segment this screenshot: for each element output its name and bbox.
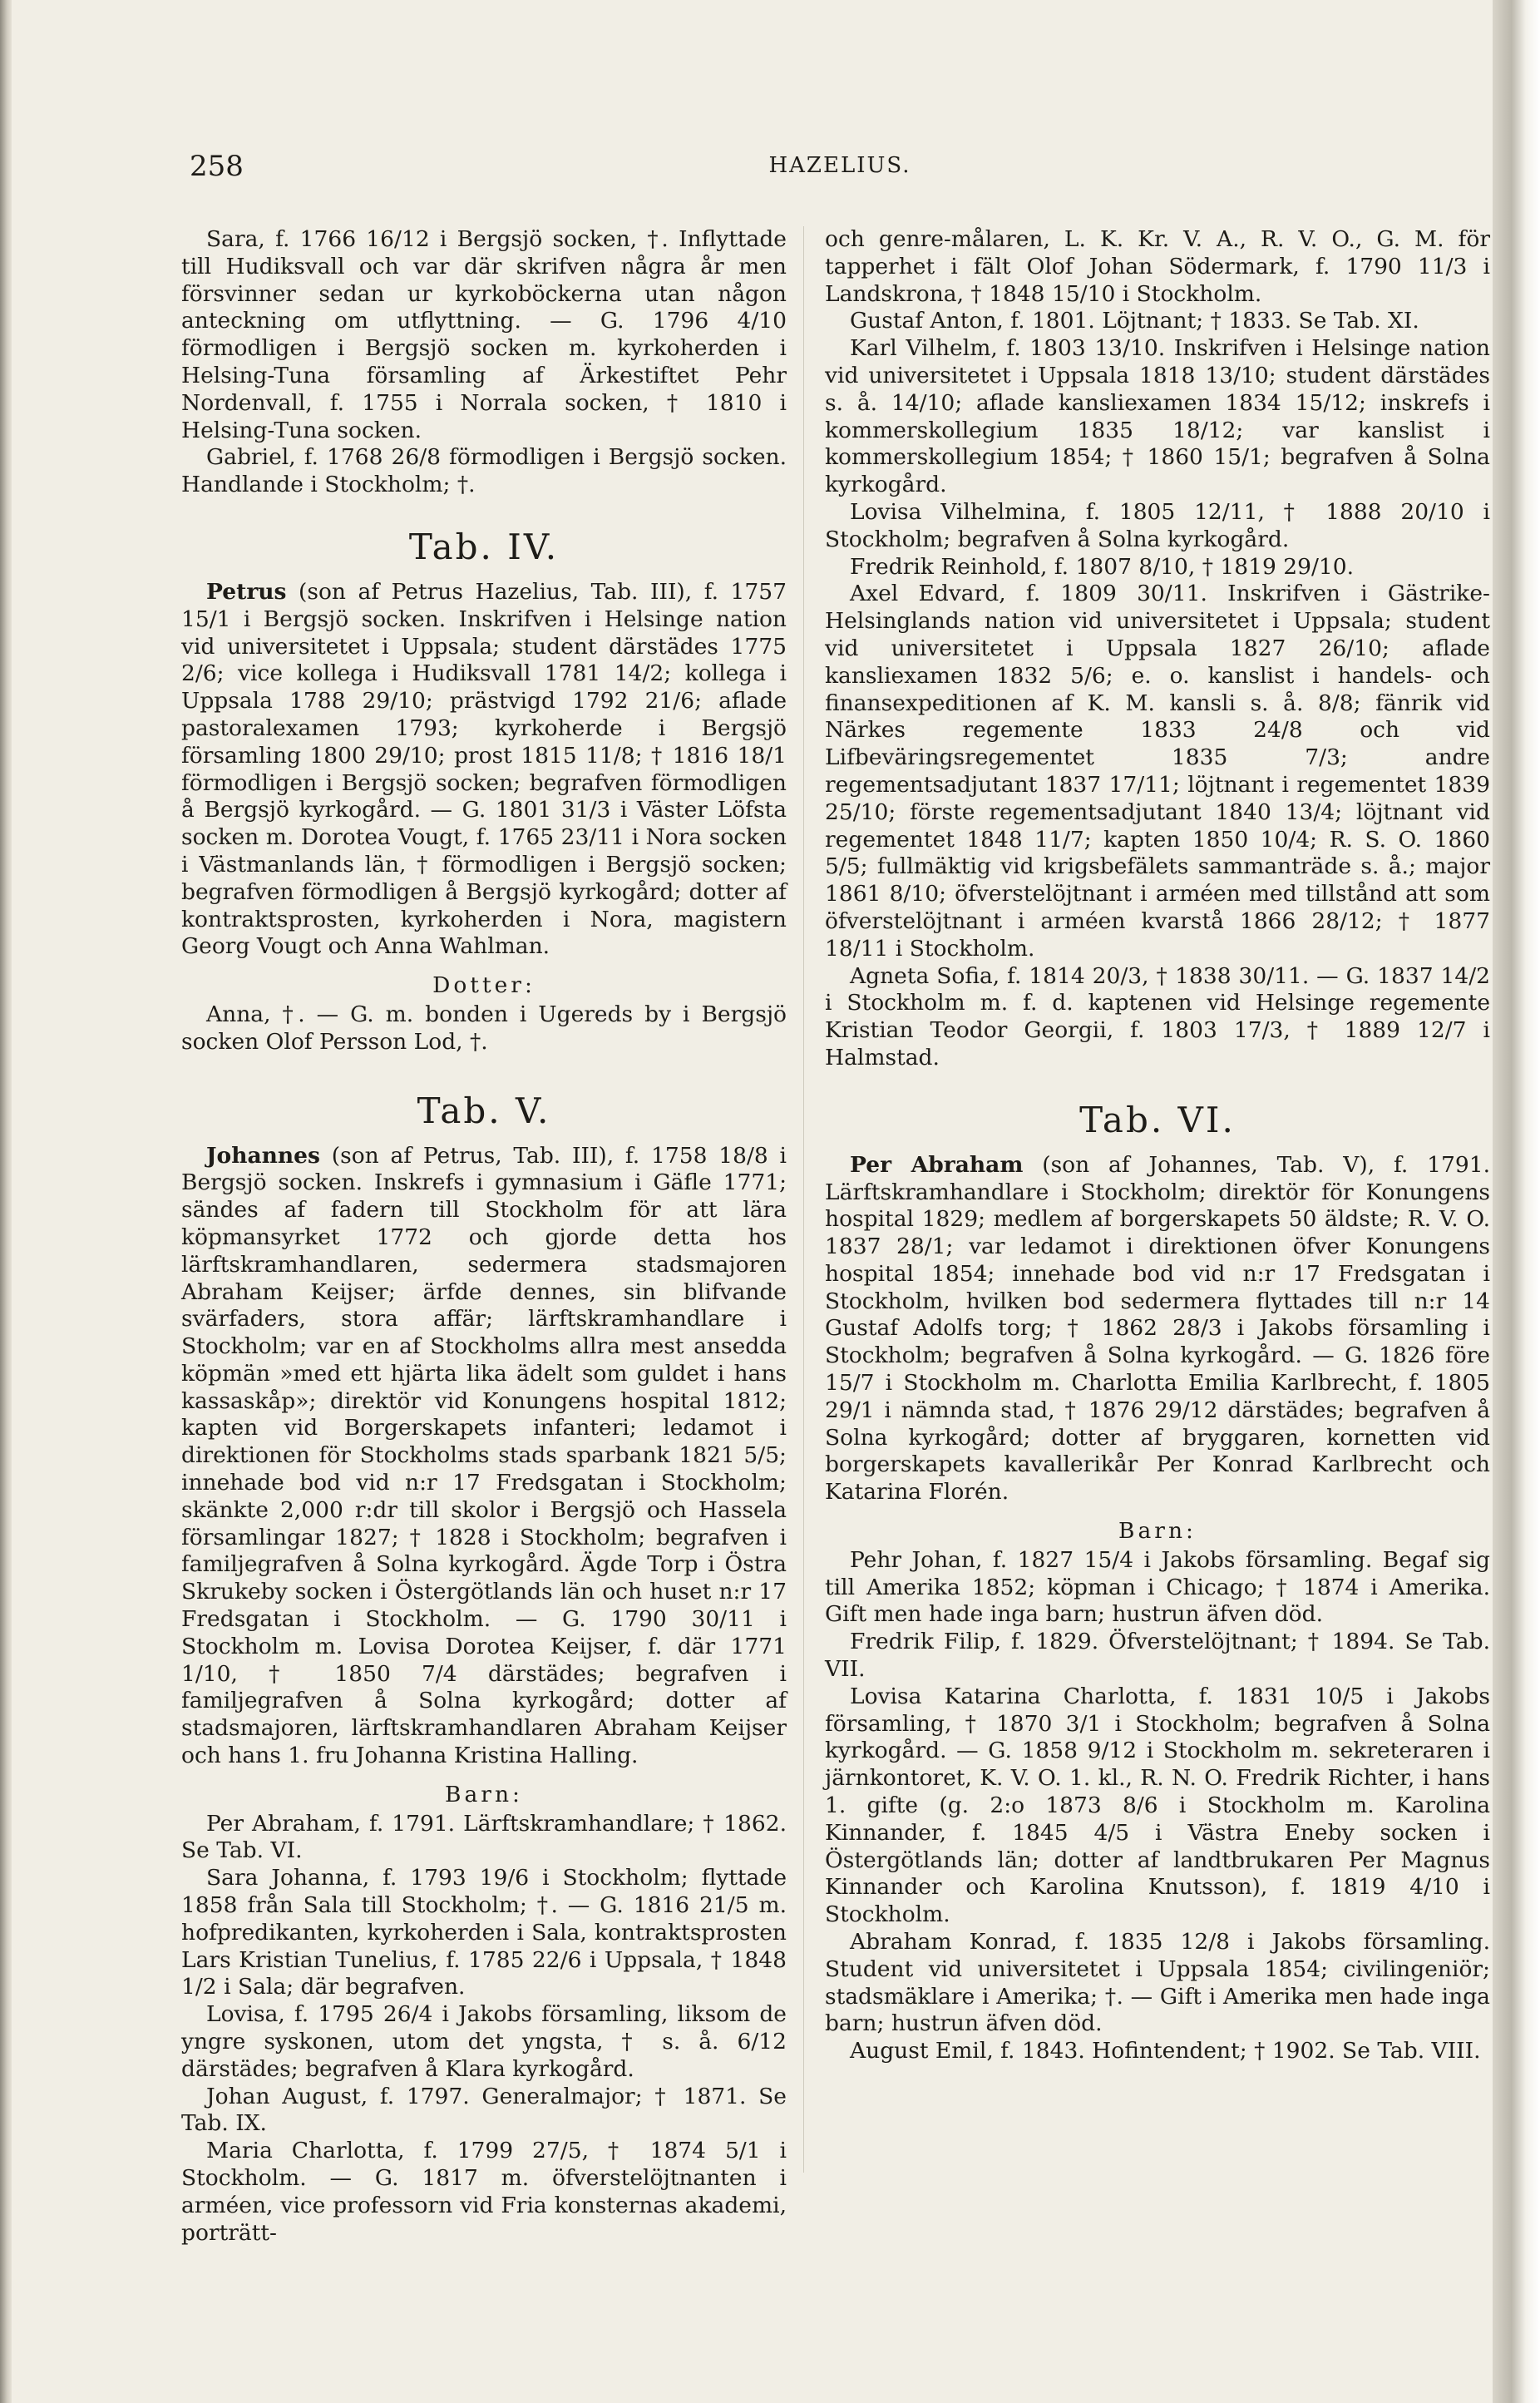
paragraph: Gabriel, f. 1768 26/8 förmodligen i Bergsjö socken. Handlande i Stockholm; †. bbox=[181, 444, 787, 498]
table-heading: Tab. VI. bbox=[1079, 1099, 1236, 1140]
paragraph: Fredrik Filip, f. 1829. Öfverstelöjtnant; † 1894. Se Tab. VII. bbox=[825, 1629, 1490, 1683]
paragraph: och genre-målaren, L. K. Kr. V. A., R. V. O., G. M. för tapperhet i fält Olof Johan Södermark, f. 1790 11/3 i Landskrona, † 1848 15/10 i Stockholm. bbox=[825, 226, 1490, 307]
entry-text: (son af Johannes, Tab. V), f. 1791. Lärftskramhandlare i Stockholm; direktör för Konungens hospital 1829; medlem af borgerskapets 50 äldste; R. V. O. 1837 28/1; var ledamot i direktionen öfver Konungens hospital 1854; innehade bod vid n:r 17 Fredsgatan i Stockholm, hvilken bod sedermera flyttades till n:r 14 Gustaf Adolfs torg; † 1862 28/3 i Jakobs församling i Stockholm; begrafven å Solna kyrkogård. — G. 1826 före 15/7 i Stockholm m. Charlotta Emilia Karlbrecht, f. 1805 29/1 i nämnda stad, † 1876 29/12 därstädes; begrafven å Solna kyrkogård; dotter af bryggaren, kornetten vid borgerskapets kavallerikår Per Konrad Karlbrecht och Katarina Florén. bbox=[825, 1151, 1491, 1506]
paragraph: Anna, †. — G. m. bonden i Ugereds by i Bergsjö socken Olof Persson Lod, †. bbox=[181, 1001, 787, 1055]
entry-name: Petrus bbox=[206, 578, 287, 605]
paragraph: Gustaf Anton, f. 1801. Löjtnant; † 1833. Se Tab. XI. bbox=[850, 308, 1419, 334]
running-head: HAZELIUS. bbox=[768, 153, 911, 178]
paragraph: Axel Edvard, f. 1809 30/11. Inskrifven i Gästrike-Helsinglands nation vid universitetet i Uppsala; student vid universitetet i Uppsala 1827 26/10; aflade kansliexamen 1832 5/6; e. o. kanslist i handels- och finansexpeditionen af K. M. kansli s. å. 8/8; fänrik vid Närkes regemente 1833 24/8 och vid Lifbeväringsregementet 1835 7/3; andre regementsadjutant 1837 17/11; löjtnant i regementet 1839 25/10; förste regementsadjutant 1840 13/4; löjtnant vid regementet 1848 11/7; kapten 1850 10/4; R. S. O. 1860 5/5; fullmäktig vid krigsbefälets sammanträde s. å.; major 1861 8/10; öfverstelöjtnant i arméen med tillstånd att som öfverstelöjtnant i arméen kvarstå 1866 28/12; † 1877 18/11 i Stockholm. bbox=[825, 581, 1490, 962]
paragraph: Pehr Johan, f. 1827 15/4 i Jakobs församling. Begaf sig till Amerika 1852; köpman i Chicago; † 1874 i Amerika. Gift men hade inga barn; hustrun äfven död. bbox=[825, 1546, 1490, 1628]
genealogy-entry bbox=[825, 1152, 1490, 1506]
paragraph: Sara, f. 1766 16/12 i Bergsjö socken, †. Inflyttade till Hudiksvall och var där skrifven några år men försvinner sedan ur kyrkoböckerna utan någon anteckning om utflyttning. — G. 1796 4/10 förmodligen i Bergsjö socken m. kyrkoherden i Helsing-Tuna församling af Ärkestiftet Pehr Nordenvall, f. 1755 i Norrala socken, † 1810 i Helsing-Tuna socken. bbox=[181, 226, 787, 443]
page-header bbox=[190, 150, 1490, 191]
genealogy-entry bbox=[181, 579, 787, 961]
paragraph: Lovisa Vilhelmina, f. 1805 12/11, † 1888 20/10 i Stockholm; begrafven å Solna kyrkogård. bbox=[825, 498, 1490, 552]
section-subheading: Barn: bbox=[1118, 1518, 1197, 1545]
section-subheading: Barn: bbox=[445, 1781, 523, 1807]
right-column bbox=[825, 226, 1490, 2065]
section-subheading: Dotter: bbox=[432, 972, 536, 999]
entry-text: (son af Petrus, Tab. III), f. 1758 18/8 i Bergsjö socken. Inskrefs i gymnasium i Gäfle 1771; sändes af fadern till Stockholm för att lära köpmansyrket 1772 och gjorde detta hos lärftskramhandlaren, sedermera stadsmajoren Abraham Keijser; ärfde dennes, sin blifvande svärfaders, stora affär; lärftskramhandlare i Stockholm; var en af Stockholms allra mest ansedda köpmän »med ett hjärta lika ädelt som guldet i hans kassaskåp»; direktör vid Konungens hospital 1812; kapten vid Borgerskapets infanteri; ledamot i direktionen för Stockholms stads sparbank 1821 5/5; innehade bod vid n:r 17 Fredsgatan i Stockholm; skänkte 2,000 r:dr till skolor i Bergsjö och Hassela församlingar 1827; † 1828 i Stockholm; begrafven i familjegrafven å Solna kyrkogård. Ägde Torp i Östra Skrukeby socken i Östergötlands län och huset n:r 17 Fredsgatan i Stockholm. — G. 1790 30/11 i Stockholm m. Lovisa Dorotea Keijser, f. där 1771 1/10, † 1850 7/4 därstädes; begrafven i familjegrafven å Solna kyrkogård; dotter af stadsmajoren, lärftskramhandlaren Abraham Keijser och hans 1. fru Johanna Kristina Halling. bbox=[181, 1142, 787, 1769]
left-column bbox=[181, 226, 787, 2247]
paragraph: August Emil, f. 1843. Hofintendent; † 1902. Se Tab. VIII. bbox=[850, 2038, 1481, 2064]
entry-name: Per Abraham bbox=[850, 1151, 1024, 1178]
paragraph: Lovisa, f. 1795 26/4 i Jakobs församling, liksom de yngre syskonen, utom det yngsta, † s. å. 6/12 därstädes; begrafven å Klara kyrkogård. bbox=[181, 2001, 787, 2082]
paragraph: Lovisa Katarina Charlotta, f. 1831 10/5 i Jakobs församling, † 1870 3/1 i Stockholm; begrafven å Solna kyrkogård. — G. 1858 9/12 i Stockholm m. sekreteraren i järnkontoret, K. V. O. 1. kl., R. N. O. Fredrik Richter, i hans 1. gifte (g. 2:o 1873 8/6 i Stockholm m. Karolina Kinnander, f. 1845 4/5 i Västra Eneby socken i Östergötlands län; dotter af landtbrukaren Per Magnus Kinnander och Karolina Knutsson), f. 1819 4/10 i Stockholm. bbox=[825, 1683, 1490, 1928]
paragraph: Johan August, f. 1797. Generalmajor; † 1871. Se Tab. IX. bbox=[181, 2083, 787, 2137]
paragraph: Agneta Sofia, f. 1814 20/3, † 1838 30/11. — G. 1837 14/2 i Stockholm m. f. d. kaptenen vid Helsinge regemente Kristian Teodor Georgii, f. 1803 17/3, † 1889 12/7 i Halmstad. bbox=[825, 962, 1490, 1070]
page-edge bbox=[1493, 0, 1540, 2403]
column-divider bbox=[803, 226, 804, 2173]
paragraph: Sara Johanna, f. 1793 19/6 i Stockholm; flyttade 1858 från Sala till Stockholm; †. — G. 1816 21/5 m. hofpredikanten, kyrkoherden i Sala, kontraktsprosten Lars Kristian Tunelius, f. 1785 22/6 i Uppsala, † 1848 1/2 i Sala; där begrafven. bbox=[181, 1865, 787, 2000]
table-heading: Tab. IV. bbox=[408, 526, 560, 567]
book-binding-shadow bbox=[0, 0, 12, 2403]
entry-text: (son af Petrus Hazelius, Tab. III), f. 1757 15/1 i Bergsjö socken. Inskrifven i Helsinge nation vid universitetet i Uppsala; student därstädes 1775 2/6; vice kollega i Hudiksvall 1781 14/2; kollega i Uppsala 1788 29/10; prästvigd 1792 21/6; aflade pastoralexamen 1793; kyrkoherde i Bergsjö församling 1800 29/10; prost 1815 11/8; † 1816 18/1 förmodligen i Bergsjö socken; begrafven förmodligen å Bergsjö kyrkogård. — G. 1801 31/3 i Väster Löfsta socken m. Dorotea Vougt, f. 1765 23/11 i Nora socken i Västmanlands län, † förmodligen i Bergsjö socken; begrafven förmodligen å Bergsjö kyrkogård; dotter af kontraktsprosten, kyrkoherden i Nora, magistern Georg Vougt och Anna Wahlman. bbox=[181, 578, 787, 960]
paragraph: Per Abraham, f. 1791. Lärftskramhandlare; † 1862. Se Tab. VI. bbox=[181, 1810, 787, 1864]
paragraph: Abraham Konrad, f. 1835 12/8 i Jakobs församling. Student vid universitetet i Uppsala 1854; civilingeniör; stadsmäklare i Amerika; †. — Gift i Amerika men hade inga barn; hustrun äfven död. bbox=[825, 1929, 1490, 2037]
entry-name: Johannes bbox=[206, 1142, 320, 1169]
table-heading: Tab. V. bbox=[417, 1090, 551, 1131]
page-number: 258 bbox=[190, 150, 244, 183]
genealogy-entry bbox=[181, 1143, 787, 1770]
paragraph: Karl Vilhelm, f. 1803 13/10. Inskrifven i Helsinge nation vid universitetet i Uppsala 1818 13/10; student därstädes s. å. 14/10; aflade kansliexamen 1834 15/12; inskrefs i kommerskollegium 1835 18/12; var kanslist i kommerskollegium 1854; † 1860 15/1; begrafven å Solna kyrkogård. bbox=[825, 335, 1490, 498]
paragraph: Maria Charlotta, f. 1799 27/5, † 1874 5/1 i Stockholm. — G. 1817 m. öfverstelöjtnanten i arméen, vice professorn vid Fria konsternas akademi, porträtt- bbox=[181, 2138, 787, 2246]
paragraph: Fredrik Reinhold, f. 1807 8/10, † 1819 29/10. bbox=[850, 553, 1355, 580]
